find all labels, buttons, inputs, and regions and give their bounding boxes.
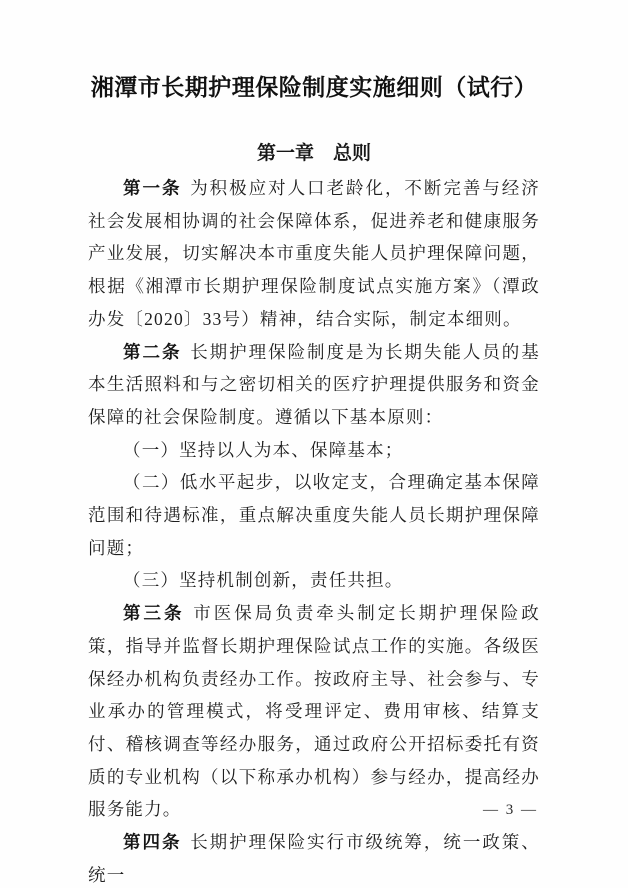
- paragraph-article-4: [88, 826, 540, 888]
- principle-1-text: （一）坚持以人为本、保障基本；: [123, 439, 404, 460]
- paragraph-principle-1: [88, 434, 540, 467]
- article-2-number: 第二条: [123, 341, 182, 362]
- document-body: [88, 172, 540, 888]
- paragraph-principle-3: [88, 564, 540, 597]
- article-3-number: 第三条: [123, 603, 185, 624]
- paragraph-article-3: [88, 597, 540, 826]
- article-4-number: 第四条: [123, 832, 182, 853]
- paragraph-principle-2: [88, 466, 540, 564]
- chapter-number: 第一章: [256, 143, 314, 164]
- article-4-text: 长期护理保险实行市级统筹，统一政策、统一: [88, 832, 540, 885]
- paragraph-article-2: [88, 336, 540, 434]
- chapter-name: 总则: [333, 143, 372, 164]
- chapter-heading: [0, 140, 628, 168]
- article-1-text: 为积极应对人口老龄化，不断完善与经济社会发展相协调的社会保障体系，促进养老和健康服务产业发展，切实解决本市重度失能人员护理保障问题，根据《湘潭市长期护理保险制度试点实施方案》（潭政办发〔2020〕33号）精神，结合实际，制定本细则。: [88, 178, 540, 329]
- article-3-text: 市医保局负责牵头制定长期护理保险政策，指导并监督长期护理保险试点工作的实施。各级医保经办机构负责经办工作。按政府主导、社会参与、专业承办的管理模式，将受理评定、费用审核、结算支付、稽核调查等经办服务，通过政府公开招标委托有资质的专业机构（以下称承办机构）参与经办，提高经办服务能力。: [88, 603, 540, 820]
- article-2-text: 长期护理保险制度是为长期失能人员的基本生活照料和与之密切相关的医疗护理提供服务和资金保障的社会保险制度。遵循以下基本原则：: [88, 341, 540, 427]
- principle-3-text: （三）坚持机制创新，责任共担。: [123, 570, 404, 591]
- principle-2-text: （二）低水平起步，以收定支，合理确定基本保障范围和待遇标准，重点解决重度失能人员长期护理保障问题；: [88, 472, 540, 558]
- paragraph-article-1: [88, 172, 540, 336]
- document-title: 湘潭市长期护理保险制度实施细则（试行）: [90, 75, 538, 100]
- article-1-number: 第一条: [123, 178, 182, 198]
- page-number: — 3 —: [483, 802, 538, 818]
